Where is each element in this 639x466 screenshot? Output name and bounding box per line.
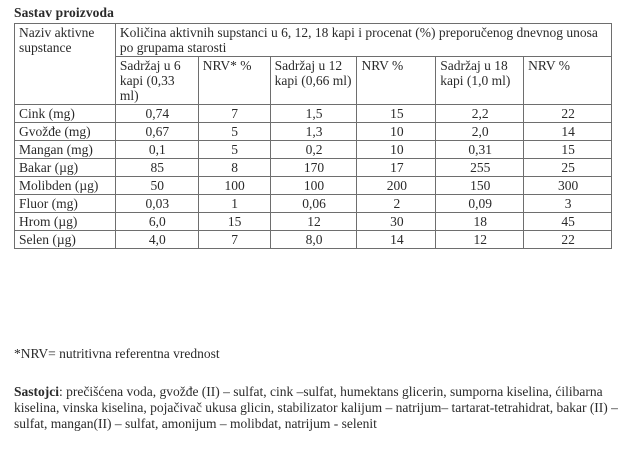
- value-cell: 15: [357, 105, 436, 123]
- value-cell: 0,31: [436, 141, 524, 159]
- table-header-row: [15, 24, 612, 57]
- value-cell: 10: [357, 141, 436, 159]
- ingredients-paragraph: [14, 384, 626, 432]
- substance-name-cell: Fluor (mg): [15, 195, 116, 213]
- value-cell: 100: [270, 177, 357, 195]
- value-cell: 0,67: [115, 123, 198, 141]
- substance-name-cell: Mangan (mg): [15, 141, 116, 159]
- col-header-nrv-18: NRV %: [524, 57, 612, 105]
- quantity-group-header: Količina aktivnih supstanci u 6, 12, 18 kapi i procenat (%) preporučenog dnevnog unosa po grupama starosti: [115, 24, 611, 57]
- substance-name-cell: Bakar (µg): [15, 159, 116, 177]
- value-cell: 4,0: [115, 231, 198, 249]
- value-cell: 2,0: [436, 123, 524, 141]
- value-cell: 0,2: [270, 141, 357, 159]
- value-cell: 45: [524, 213, 612, 231]
- table-row: [15, 213, 612, 231]
- value-cell: 6,0: [115, 213, 198, 231]
- value-cell: 18: [436, 213, 524, 231]
- value-cell: 200: [357, 177, 436, 195]
- col-header-18-drops: Sadržaj u 18 kapi (1,0 ml): [436, 57, 524, 105]
- value-cell: 1,5: [270, 105, 357, 123]
- value-cell: 100: [198, 177, 270, 195]
- substance-name-cell: Cink (mg): [15, 105, 116, 123]
- value-cell: 14: [357, 231, 436, 249]
- value-cell: 0,06: [270, 195, 357, 213]
- value-cell: 14: [524, 123, 612, 141]
- table-row: [15, 195, 612, 213]
- value-cell: 15: [524, 141, 612, 159]
- value-cell: 7: [198, 231, 270, 249]
- substance-name-cell: Gvožđe (mg): [15, 123, 116, 141]
- value-cell: 7: [198, 105, 270, 123]
- value-cell: 5: [198, 141, 270, 159]
- value-cell: 0,09: [436, 195, 524, 213]
- section-title: Sastav proizvoda: [14, 5, 114, 20]
- value-cell: 10: [357, 123, 436, 141]
- value-cell: 30: [357, 213, 436, 231]
- value-cell: 15: [198, 213, 270, 231]
- value-cell: 0,1: [115, 141, 198, 159]
- value-cell: 300: [524, 177, 612, 195]
- value-cell: 2: [357, 195, 436, 213]
- value-cell: 3: [524, 195, 612, 213]
- value-cell: 22: [524, 231, 612, 249]
- substance-name-cell: Molibden (µg): [15, 177, 116, 195]
- table-row: [15, 123, 612, 141]
- value-cell: 12: [270, 213, 357, 231]
- value-cell: 8: [198, 159, 270, 177]
- substance-name-cell: Hrom (µg): [15, 213, 116, 231]
- value-cell: 25: [524, 159, 612, 177]
- value-cell: 17: [357, 159, 436, 177]
- col-header-6-drops: Sadržaj u 6 kapi (0,33 ml): [115, 57, 198, 105]
- table-row: [15, 159, 612, 177]
- value-cell: 255: [436, 159, 524, 177]
- table-row: [15, 105, 612, 123]
- substance-name-cell: Selen (µg): [15, 231, 116, 249]
- substance-name-header: Naziv aktivne supstance: [15, 24, 116, 105]
- col-header-12-drops: Sadržaj u 12 kapi (0,66 ml): [270, 57, 357, 105]
- value-cell: 5: [198, 123, 270, 141]
- footnote: *NRV= nutritivna referentna vrednost: [14, 346, 220, 361]
- value-cell: 22: [524, 105, 612, 123]
- col-header-nrv-6: NRV* %: [198, 57, 270, 105]
- composition-table: [14, 23, 612, 249]
- value-cell: 0,03: [115, 195, 198, 213]
- value-cell: 12: [436, 231, 524, 249]
- ingredients-label: Sastojci: [14, 384, 59, 399]
- ingredients-text: : prečišćena voda, gvožđe (II) – sulfat, cink –sulfat, humektans glicerin, sumporna kiselina, ćilibarna kiselina, vinska kiselina, pojačivač ukusa glicin, stabilizator kalijum – natrijum– tartarat-tetrahidrat, bakar (II) – sulfat, mangan(II) – sulfat, amonijum – molibdat, natrijum - selenit: [14, 384, 618, 431]
- value-cell: 2,2: [436, 105, 524, 123]
- value-cell: 1: [198, 195, 270, 213]
- col-header-nrv-12: NRV %: [357, 57, 436, 105]
- value-cell: 0,74: [115, 105, 198, 123]
- table-body: [15, 105, 612, 249]
- value-cell: 170: [270, 159, 357, 177]
- value-cell: 85: [115, 159, 198, 177]
- value-cell: 1,3: [270, 123, 357, 141]
- value-cell: 50: [115, 177, 198, 195]
- table-row: [15, 231, 612, 249]
- value-cell: 150: [436, 177, 524, 195]
- table-row: [15, 177, 612, 195]
- value-cell: 8,0: [270, 231, 357, 249]
- table-row: [15, 141, 612, 159]
